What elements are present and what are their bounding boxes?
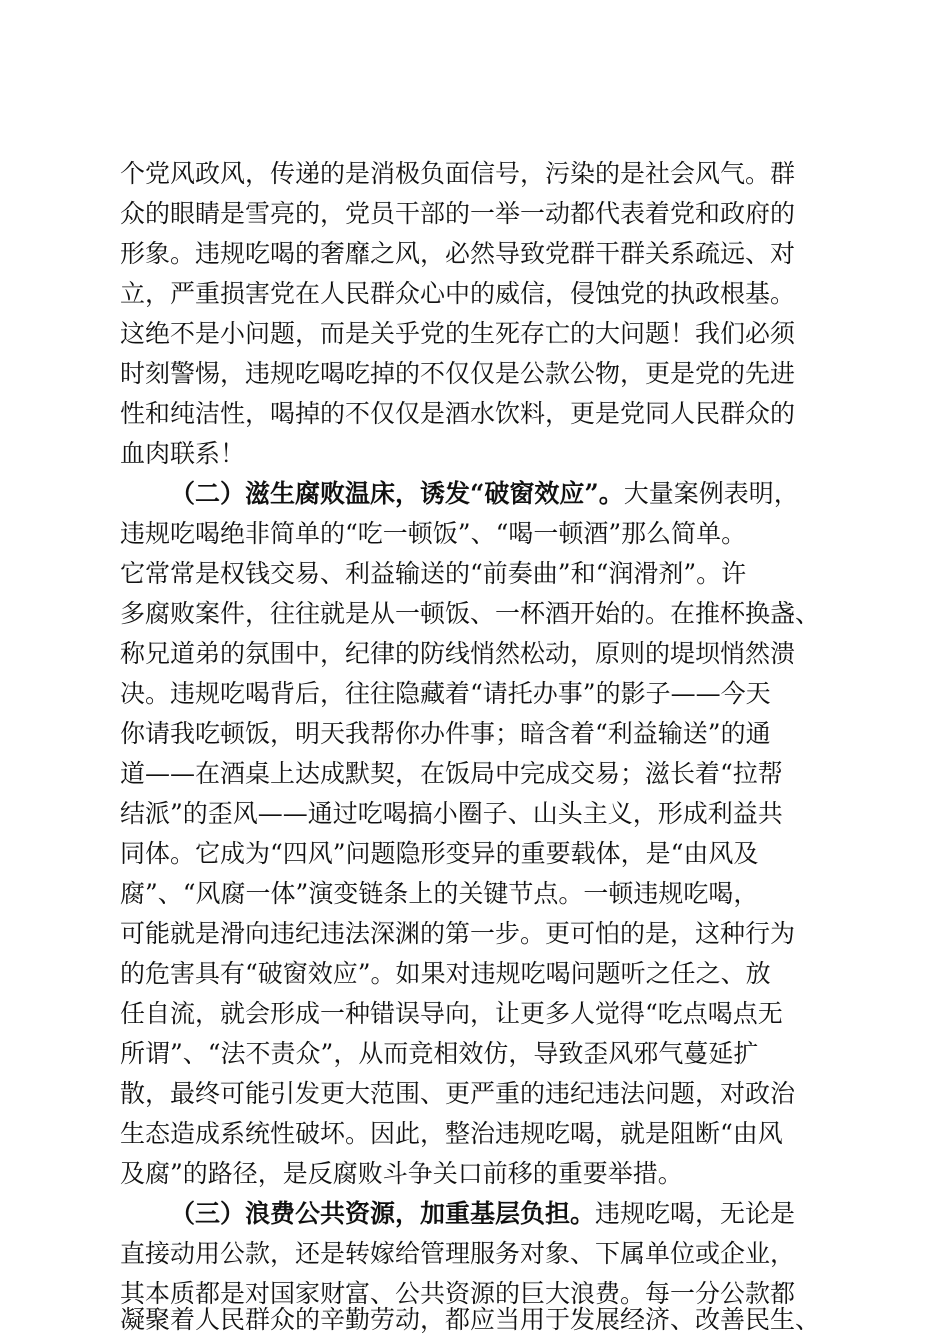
text-run: 大量案例表明， bbox=[623, 479, 799, 508]
text-line: 所谓”、“法不责众”，从而竞相效仿，导致歪风邪气蔓延扩 bbox=[120, 1039, 759, 1068]
text-line: 生态造成系统性破坏。因此，整治违规吃喝，就是阻断“由风 bbox=[120, 1119, 783, 1148]
text-line: 腐”、“风腐一体”演变链条上的关键节点。一顿违规吃喝， bbox=[120, 879, 759, 908]
text-line: 你请我吃顿饭，明天我帮你办件事；暗含着“利益输送”的通 bbox=[120, 719, 771, 748]
text-line: 可能就是滑向违纪违法深渊的第一步。更可怕的是，这种行为 bbox=[120, 919, 796, 948]
text-line: 血肉联系！ bbox=[120, 439, 246, 468]
text-line: 结派”的歪风——通过吃喝搞小圈子、山头主义，形成利益共 bbox=[120, 799, 783, 828]
text-line: 形象。违规吃喝的奢靡之风，必然导致党群干群关系疏远、对 bbox=[120, 239, 796, 268]
text-line: 凝聚着人民群众的辛勤劳动，都应当用于发展经济、改善民生、 bbox=[120, 1305, 821, 1334]
text-run: 违规吃喝，无论是 bbox=[595, 1199, 796, 1228]
text-line: 任自流，就会形成一种错误导向，让更多人觉得“吃点喝点无 bbox=[120, 999, 783, 1028]
text-line: 的危害具有“破窗效应”。如果对违规吃喝问题听之任之、放 bbox=[120, 959, 771, 988]
text-line: 决。违规吃喝背后，往往隐藏着“请托办事”的影子——今天 bbox=[120, 679, 771, 708]
text-line: 时刻警惕，违规吃喝吃掉的不仅仅是公款公物，更是党的先进 bbox=[120, 359, 796, 388]
section-heading-2: （二）滋生腐败温床，诱发“破窗效应”。 bbox=[170, 479, 624, 508]
text-line: 个党风政风，传递的是消极负面信号，污染的是社会风气。群 bbox=[120, 159, 796, 188]
section-heading-3: （三）浪费公共资源，加重基层负担。 bbox=[170, 1199, 596, 1228]
text-line: 违规吃喝绝非简单的“吃一顿饭”、“喝一顿酒”那么简单。 bbox=[120, 519, 747, 548]
text-line: 这绝不是小问题，而是关乎党的生死存亡的大问题！我们必须 bbox=[120, 319, 796, 348]
text-line: 散，最终可能引发更大范围、更严重的违纪违法问题，对政治 bbox=[120, 1079, 796, 1108]
text-line: 它常常是权钱交易、利益输送的“前奏曲”和“润滑剂”。许 bbox=[120, 559, 747, 588]
text-line: 其本质都是对国家财富、公共资源的巨大浪费。每一分公款都 bbox=[120, 1279, 796, 1308]
text-line: 同体。它成为“四风”问题隐形变异的重要载体，是“由风及 bbox=[120, 839, 759, 868]
paragraph-first-line bbox=[170, 1194, 832, 1234]
text-line: 道——在酒桌上达成默契，在饭局中完成交易；滋长着“拉帮 bbox=[120, 759, 783, 788]
text-line: 立，严重损害党在人民群众心中的威信，侵蚀党的执政根基。 bbox=[120, 279, 796, 308]
paragraph-first-line bbox=[170, 474, 832, 514]
text-line: 称兄道弟的氛围中，纪律的防线悄然松动，原则的堤坝悄然溃 bbox=[120, 639, 796, 668]
text-line: 直接动用公款，还是转嫁给管理服务对象、下属单位或企业， bbox=[120, 1239, 796, 1268]
text-line: 及腐”的路径，是反腐败斗争关口前移的重要举措。 bbox=[120, 1159, 683, 1188]
text-line: 多腐败案件，往往就是从一顿饭、一杯酒开始的。在推杯换盏、 bbox=[120, 599, 821, 628]
text-line: 性和纯洁性，喝掉的不仅仅是酒水饮料，更是党同人民群众的 bbox=[120, 399, 796, 428]
text-line: 众的眼睛是雪亮的，党员干部的一举一动都代表着党和政府的 bbox=[120, 199, 796, 228]
